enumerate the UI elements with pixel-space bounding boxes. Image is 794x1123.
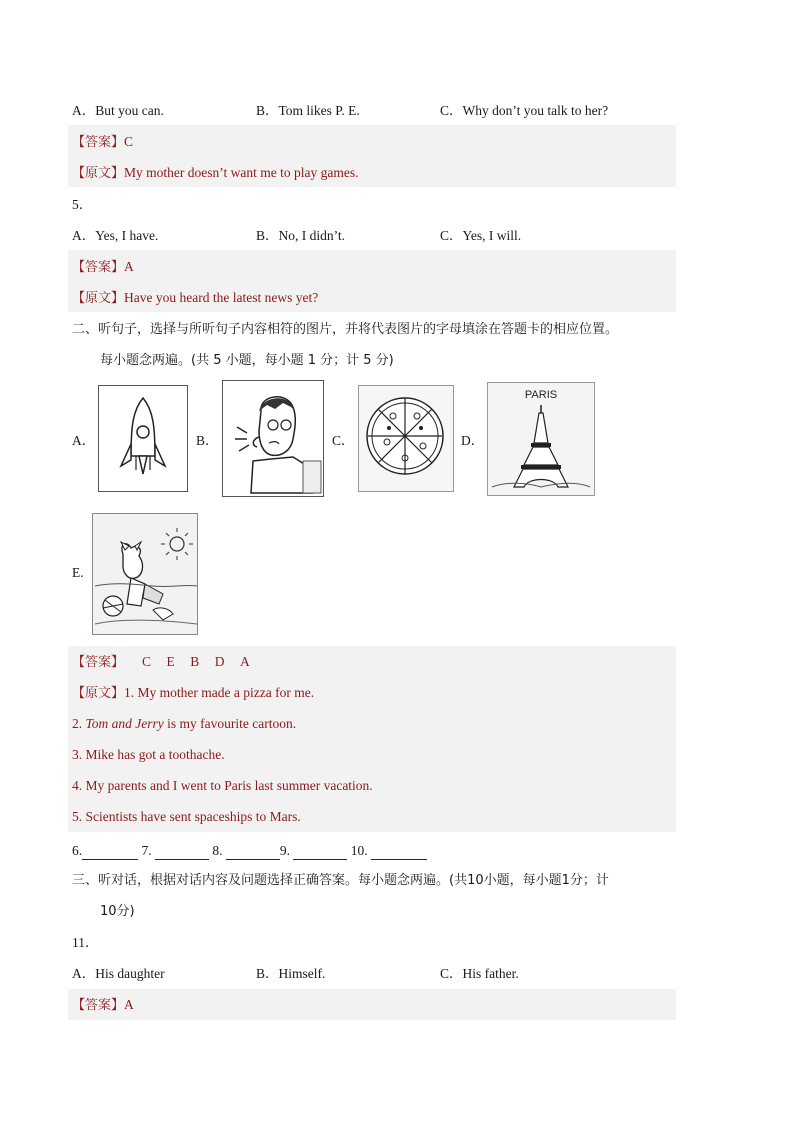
- transcript-tag: 【原文】: [72, 291, 125, 306]
- pic-label-c: C．: [332, 433, 355, 448]
- answer-value: C E B D A: [142, 654, 251, 669]
- q11-answer-box: [68, 989, 676, 1020]
- answer-value: A: [124, 259, 134, 274]
- answer-tag: 【答案】: [72, 135, 125, 150]
- q4-answer: [72, 133, 133, 152]
- transcript-tag: 【原文】: [72, 686, 125, 701]
- q4-option-c: C．Why don’t you talk to her?: [440, 103, 609, 118]
- transcript-line: 1. My mother made a pizza for me.: [124, 685, 315, 700]
- answer-tag: 【答案】: [72, 998, 125, 1013]
- answer-tag: 【答案】: [72, 260, 125, 275]
- blank-label: 9.: [279, 843, 290, 858]
- section2-answer: [72, 653, 251, 672]
- pic-label-a: A．: [72, 433, 96, 448]
- q5-option-c: C．Yes, I will.: [440, 228, 522, 243]
- section2-heading: 二、听句子，选择与所听句子内容相符的图片，并将代表图片的字母填涂在答题卡的相应位置。: [72, 322, 619, 337]
- section2-transcript-3: 3. Mike has got a toothache.: [72, 747, 225, 762]
- cartoon-title: Tom and Jerry: [85, 716, 164, 731]
- blank-label: 8.: [212, 843, 223, 858]
- section2-transcript-1: [72, 684, 314, 703]
- tom-and-jerry-icon: [92, 513, 198, 635]
- section3-heading-cont: 10分): [100, 904, 135, 919]
- blank-6[interactable]: [82, 845, 138, 860]
- transcript-text: My mother doesn’t want me to play games.: [124, 165, 359, 180]
- eiffel-tower-icon: [487, 382, 595, 496]
- section2-transcript-4: 4. My parents and I went to Paris last summer vacation.: [72, 778, 373, 793]
- line-number: 2.: [72, 716, 86, 731]
- q11-option-b: B．Himself.: [256, 966, 326, 981]
- q11-option-a: A．His daughter: [72, 966, 165, 981]
- section2-transcript-5: 5. Scientists have sent spaceships to Mars.: [72, 809, 301, 824]
- q5-answer: [72, 258, 134, 277]
- pizza-icon: [358, 385, 454, 492]
- q11-answer: [72, 996, 134, 1015]
- blank-8[interactable]: [226, 845, 280, 860]
- transcript-text: Have you heard the latest news yet?: [124, 290, 319, 305]
- pic-label-e: E.: [72, 565, 84, 580]
- blank-label: 10.: [350, 843, 368, 858]
- q5-transcript: [72, 289, 318, 308]
- blank-10[interactable]: [371, 845, 427, 860]
- blank-7[interactable]: [155, 845, 209, 860]
- answer-tag: 【答案】: [72, 655, 125, 670]
- answer-value: A: [124, 997, 134, 1012]
- paris-caption: PARIS: [524, 389, 558, 401]
- q5-option-a: A．Yes, I have.: [72, 228, 159, 243]
- transcript-line: is my favourite cartoon.: [167, 716, 297, 731]
- q5-option-b: B．No, I didn’t.: [256, 228, 346, 243]
- q4-option-a: A．But you can.: [72, 103, 164, 118]
- q11-number: 11．: [72, 935, 99, 950]
- pic-label-b: B．: [196, 433, 219, 448]
- q4-transcript: [72, 164, 358, 183]
- blank-label: 6.: [72, 843, 83, 858]
- q11-option-c: C．His father.: [440, 966, 519, 981]
- blank-9[interactable]: [293, 845, 347, 860]
- answer-blanks: [72, 842, 427, 860]
- section2-transcript-2: [72, 715, 296, 733]
- q5-number: 5．: [72, 197, 93, 212]
- transcript-tag: 【原文】: [72, 166, 125, 181]
- section2-heading-cont: 每小题念两遍。(共 5 小题，每小题 1 分；计 5 分): [100, 353, 394, 368]
- pic-label-d: D．: [461, 433, 485, 448]
- blank-label: 7.: [141, 843, 152, 858]
- section2-answer-box: [68, 646, 676, 832]
- q4-option-b: B．Tom likes P. E.: [256, 103, 360, 118]
- toothache-boy-icon: [222, 380, 324, 497]
- answer-value: C: [124, 134, 134, 149]
- rocket-icon: [98, 385, 188, 492]
- section3-heading: 三、听对话，根据对话内容及问题选择正确答案。每小题念两遍。(共10小题，每小题1分；计: [72, 873, 609, 888]
